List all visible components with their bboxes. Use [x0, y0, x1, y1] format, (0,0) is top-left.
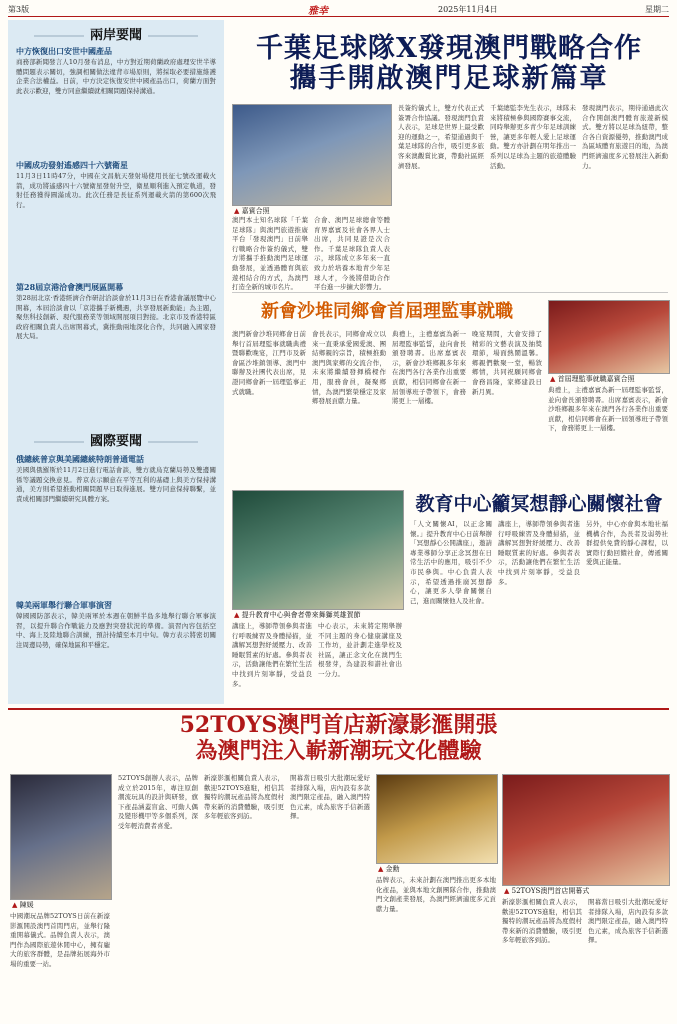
photo-caption: ▲ 52TOYS澳門首店開幕式 [504, 886, 589, 896]
article-column: 新濠影滙相關負責人表示，歡迎52TOYS進駐，相信其獨特的潮玩產品將為度假村帶來新的消費體驗，吸引更多年輕旅客到訪。 [204, 774, 284, 821]
divider [232, 292, 668, 293]
divider [8, 708, 669, 710]
guest-photo [376, 774, 498, 864]
article-column: 澳門本土知名球隊「千葉足球隊」與澳門旅遊推廣平台「發現澳門」日前舉行戰略合作簽約儀式，雙方將攜手推動澳門足球運動發展，並透過體育與旅遊相結合的方式，為澳門打造全新的城市名片。 [232, 216, 308, 292]
headline-line-2: 攜手開啟澳門足球新篇章 [289, 63, 609, 94]
page-header [8, 2, 669, 17]
article-column: 澳門新會沙堆同鄉會日前舉行首屆理監事就職典禮暨聯歡晚宴，江門市及新會區沙堆鎮領導、澳門中聯辦及社團代表出席，見證同鄉會新一屆理監事正式就職。 [232, 330, 306, 396]
story-headline: 新會沙堆同鄉會首屆理監事就職 [261, 301, 513, 322]
newspaper-logo: 雅幸 [308, 6, 328, 17]
portrait-photo [10, 774, 112, 900]
headline: 俄總統普京與美國總統特朗普通電話 [16, 454, 144, 464]
photo-caption: ▲ 提升教育中心與會者帶來舞獅英雄賀節 [234, 610, 361, 620]
article-column: 發現澳門表示，期待通過此次合作開創澳門體育旅遊新模式。雙方將以足球為紐帶，整合各自資源優勢，推動澳門成為區域體育旅遊目的地，為澳門經濟適度多元發展注入新動力。 [582, 104, 668, 170]
opening-ceremony-photo [502, 774, 670, 886]
page-number: 第3版 [8, 5, 30, 14]
article-column: 晚宴期間，大會安排了精彩的文藝表演及抽獎環節，場面熱鬧溫馨。鄉親們歡聚一堂，暢敘鄉情，共同祝願同鄉會會務昌隆，家鄉建設日新月異。 [472, 330, 542, 396]
article-column: 典禮上，主禮嘉賓為新一屆理監事監誓，並向會長頒發聘書。出席嘉賓表示，新會沙堆鄉親多年來在澳門各行各業作出重要貢獻，相信同鄉會在新一屆領導班子帶領下，會務將更上一層樓。 [548, 386, 668, 433]
headline: 中國成功發射遙感四十六號衛星 [16, 160, 128, 170]
article-column: 開幕當日吸引大批潮玩愛好者排隊入場，店內設有多款澳門限定產品，融入澳門特色元素，成為旅客手信新選擇。 [588, 898, 668, 945]
article-body: 第28屆北京·香港經濟合作研討洽談會於11月3日在香港會議展覽中心開幕，本屆洽談會以「京港攜手新機遇，共享發展新動能」為主題，聚焦科技創新、現代服務業等領域開展項目對接。北京市及香港特區政府相關負責人出席開幕式，冀推動兩地深化合作，共同融入國家發展大局。 [16, 294, 216, 341]
cross-strait-news-heading: 兩岸要聞 [8, 24, 224, 42]
article-column: 52TOYS創辦人表示，品牌成立於2015年，專注原創潮流玩具的設計與研發，旗下產品涵蓋盲盒、可動人偶及變形機甲等多個系列，深受年輕消費者喜愛。 [118, 774, 198, 830]
story-headline: 教育中心籲冥想靜心關懷社會 [415, 493, 663, 515]
article-body: 美國與俄羅斯於11月2日進行電話會談，雙方就烏克蘭局勢及雙邊關係等議題交換意見。普京表示願意在平等互利的基礎上與美方保持溝通，美方則希望推動相關問題早日取得進展。雙方同意保持聯繫，並責成相關部門繼續研究具體方案。 [16, 466, 216, 503]
group-photo [232, 104, 392, 206]
headline-line-2: 為澳門注入嶄新潮玩文化體驗 [195, 738, 482, 764]
news-sidebar [8, 20, 224, 704]
meditation-event-photo [232, 490, 404, 610]
article-column: 長簽約儀式上，雙方代表正式簽署合作協議。發現澳門負責人表示，足球是世界上最受歡迎的運動之一，希望通過與千葉足球隊的合作，吸引更多旅客來澳觀賞比賽，帶動社區經濟發展。 [398, 104, 484, 170]
main-headline [234, 34, 664, 94]
article-column: 品牌表示，未來計劃在澳門推出更多本地化產品，並與本地文創團隊合作，推動澳門文創產業發展，為澳門經濟適度多元貢獻力量。 [376, 876, 496, 913]
article-body: 商務部新聞發言人10月發布消息，中方對近期荷蘭政府處理安世半導體問題表示關切，強調相關做法違背市場原則，將採取必要措施維護企業合法權益。日前，中方決定恢復安世中國產品出口，荷蘭方面對此表示歡迎，雙方同意繼續就相關問題保持溝通。 [16, 58, 216, 95]
article-column: 典禮上，主禮嘉賓為新一屆理監事監誓，並向會長頒發聘書。出席嘉賓表示，新會沙堆鄉親多年來在澳門各行各業作出重要貢獻，相信同鄉會在新一屆領導班子帶領下，會務將更上一層樓。 [392, 330, 466, 406]
bottom-story-headline [8, 712, 669, 770]
headline: 中方恢復出口安世中國產品 [16, 46, 112, 56]
headline-line-1: 52TOYS澳門首店新濠影滙開張 [179, 712, 498, 738]
photo-caption: ▲ 首屆理監事就職嘉賓合照 [550, 374, 635, 384]
article-column: 中心表示，未來將定期舉辦不同主題的身心健康講座及工作坊，並計劃走進學校及社區，讓正念文化在澳門生根發芽，為建設和諧社會出一分力。 [318, 622, 402, 678]
article-column: 「人文關懷AI，以正念關懷。」提升教育中心日前舉辦「冥想靜心公開講座」，邀請專業導師分享正念冥想在日常生活中的應用，吸引不少市民參與。中心負責人表示，希望透過推廣冥想靜心，讓更多人學會關懷自己，進而關懷他人及社會。 [410, 520, 492, 605]
article-column: 合會、澳門足球總會等體育界嘉賓及社會各界人士出席，共同見證是次合作。千葉足球隊負責人表示，球隊成立多年來一直致力於培養本地青少年足球人才，今後將借助合作平台進一步擴大影響力。 [314, 216, 390, 292]
headline: 韓美兩軍舉行聯合軍事演習 [16, 600, 112, 610]
article-column: 開幕當日吸引大批潮玩愛好者排隊入場，店內設有多款澳門限定產品，融入澳門特色元素，成為旅客手信新選擇。 [290, 774, 370, 821]
issue-date: 2025年11月4日 [438, 5, 498, 14]
article-column: 另外，中心亦會與本地社福機構合作，為長者及弱勢社群提供免費的靜心課程，以實際行動回饋社會，傳遞關愛與正能量。 [586, 520, 668, 567]
article-column: 中國潮玩品牌52TOYS日前在新濠影滙開設澳門首間門店，並舉行隆重開幕儀式。品牌負責人表示，澳門作為國際旅遊休閒中心，擁有龐大的旅客群體，是品牌拓展海外市場的重要一站。 [10, 912, 110, 968]
article-column: 新濠影滙相關負責人表示，歡迎52TOYS進駐，相信其獨特的潮玩產品將為度假村帶來新的消費體驗，吸引更多年輕旅客到訪。 [502, 898, 582, 945]
article-column: 講座上，導師帶領參與者進行呼吸練習及身體掃描，並講解冥想對紓緩壓力、改善睡眠質素的好處。參與者表示，活動讓他們在繁忙生活中找到片刻寧靜，受益良多。 [498, 520, 580, 586]
article-column: 講座上，導師帶領參與者進行呼吸練習及身體掃描，並講解冥想對紓緩壓力、改善睡眠質素的好處。參與者表示，活動讓他們在繁忙生活中找到片刻寧靜，受益良多。 [232, 622, 312, 688]
headline: 第28屆京港洽會澳門展區開幕 [16, 282, 124, 292]
international-news-heading: 國際要聞 [8, 430, 224, 448]
article-body: 11月3日11時47分，中國在文昌航天發射場使用長征七號改運載火箭，成功將遙感四十六號衛星發射升空，衛星順利進入預定軌道，發射任務獲得圓滿成功。此次任務是長征系列運載火箭的第600次飛行。 [16, 172, 216, 209]
issue-weekday: 星期二 [645, 5, 669, 14]
article-column: 會長表示，同鄉會成立以來一直秉承愛國愛澳、團結鄉親的宗旨，積極推動澳門與家鄉的交流合作，未來將繼續發揮橋樑作用，服務會員，凝聚鄉情，為澳門繁榮穩定及家鄉發展貢獻力量。 [312, 330, 386, 406]
photo-caption: ▲ 陳媛 [12, 900, 34, 910]
ceremony-photo [548, 300, 670, 374]
headline-line-1: 千葉足球隊X發現澳門戰略合作 [256, 33, 642, 64]
article-column: 千葉總監李先生表示，球隊未來將積極參與國際賽事交流，同時舉辦更多青少年足球訓練營，讓更多年輕人愛上足球運動。雙方亦計劃在明年推出一系列以足球為主題的旅遊體驗活動。 [490, 104, 576, 170]
photo-caption: ▲ 嘉賓合照 [234, 206, 270, 216]
article-body: 韓國國防部表示，韓美兩軍於本週在朝鮮半島多地舉行聯合軍事演習，以提升聯合作戰能力及應對突發狀況的準備。演習內容包括空中、海上及陸地聯合訓練，預計持續至本月中旬。韓方表示將密切關注周邊局勢，確保地區和平穩定。 [16, 612, 216, 649]
photo-caption: ▲ 金勳 [378, 864, 400, 874]
